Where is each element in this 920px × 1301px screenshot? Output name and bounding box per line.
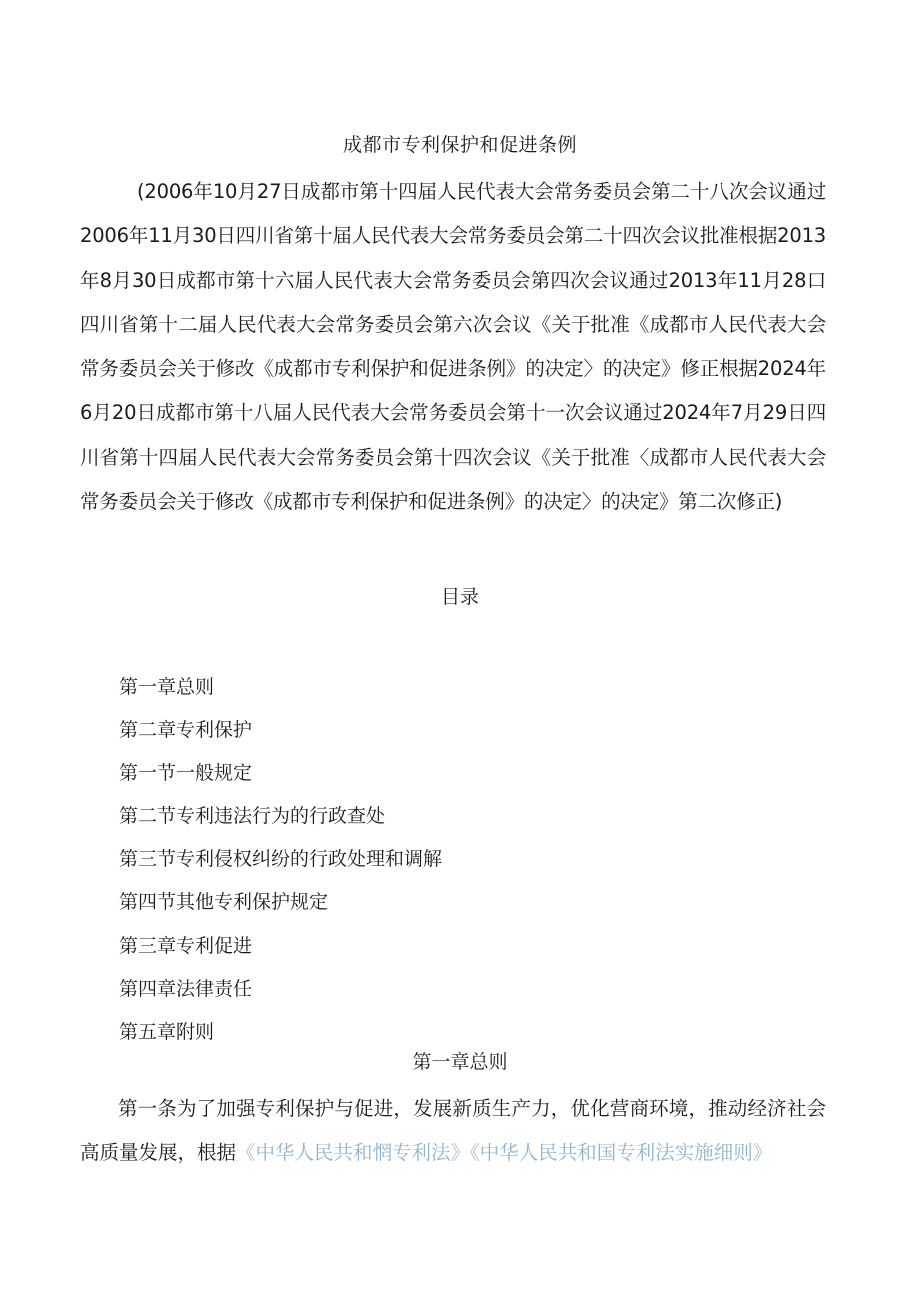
document-title: 成都市专利保护和促进条例 bbox=[342, 134, 577, 156]
toc-item: 第二节专利违法行为的行政查处 bbox=[119, 805, 386, 828]
toc-item: 第三章专利促进 bbox=[119, 934, 253, 957]
toc-item: 第二章专利保护 bbox=[119, 719, 253, 742]
patent-law-link[interactable]: 《中华人民共和惘专利法》 bbox=[236, 1141, 471, 1164]
chapter-heading: 第一章总则 bbox=[412, 1051, 508, 1073]
toc-item: 第一章总则 bbox=[119, 676, 215, 698]
toc-item: 第四章法律责任 bbox=[119, 977, 253, 1000]
toc-list bbox=[119, 672, 442, 1060]
document-preamble: (2006年10月27日成都市第十四届人民代表大会常务委员会第二十八次会议通过2006年11月30日四川省第十届人民代表大会常务委员会第二十四次会议批准根据2013年8月30日成都市第十六届人民代表大会常务委员会第四次会议通过2013年11月28口四川省第十二届人民代表大会常务委员会第六次会议《关于批准《成都市人民代表大会常务委员会关于修改《成都市专利保护和促进条例》的决定〉的决定》修正根据2024年6月20日成都市第十八届人民代表大会常务委员会第十一次会议通过2024年7月29日四川省第十四届人民代表大会常务委员会第十四次会议《关于批准〈成都市人民代表大会常务委员会关于修改《成都市专利保护和促进条例》的决定〉的决定》第二次修正) bbox=[80, 180, 826, 514]
toc-item: 第一节一般规定 bbox=[119, 762, 253, 785]
toc-item: 第四节其他专利保护规定 bbox=[119, 891, 329, 914]
toc-heading: 目录 bbox=[440, 586, 479, 608]
article-text: 第一条为了加强专利保护与促进，发展新质生产力，优化营商环境，推动经济社会高质量发展，根据 bbox=[80, 1097, 826, 1164]
toc-item: 第三节专利侵权纠纷的行政处理和调解 bbox=[119, 848, 443, 871]
patent-law-rules-link[interactable]: 《中华人民共和国专利法实施细则》 bbox=[470, 1141, 773, 1164]
article-paragraph bbox=[80, 1087, 826, 1175]
toc-item: 第五章附则 bbox=[119, 1020, 215, 1043]
